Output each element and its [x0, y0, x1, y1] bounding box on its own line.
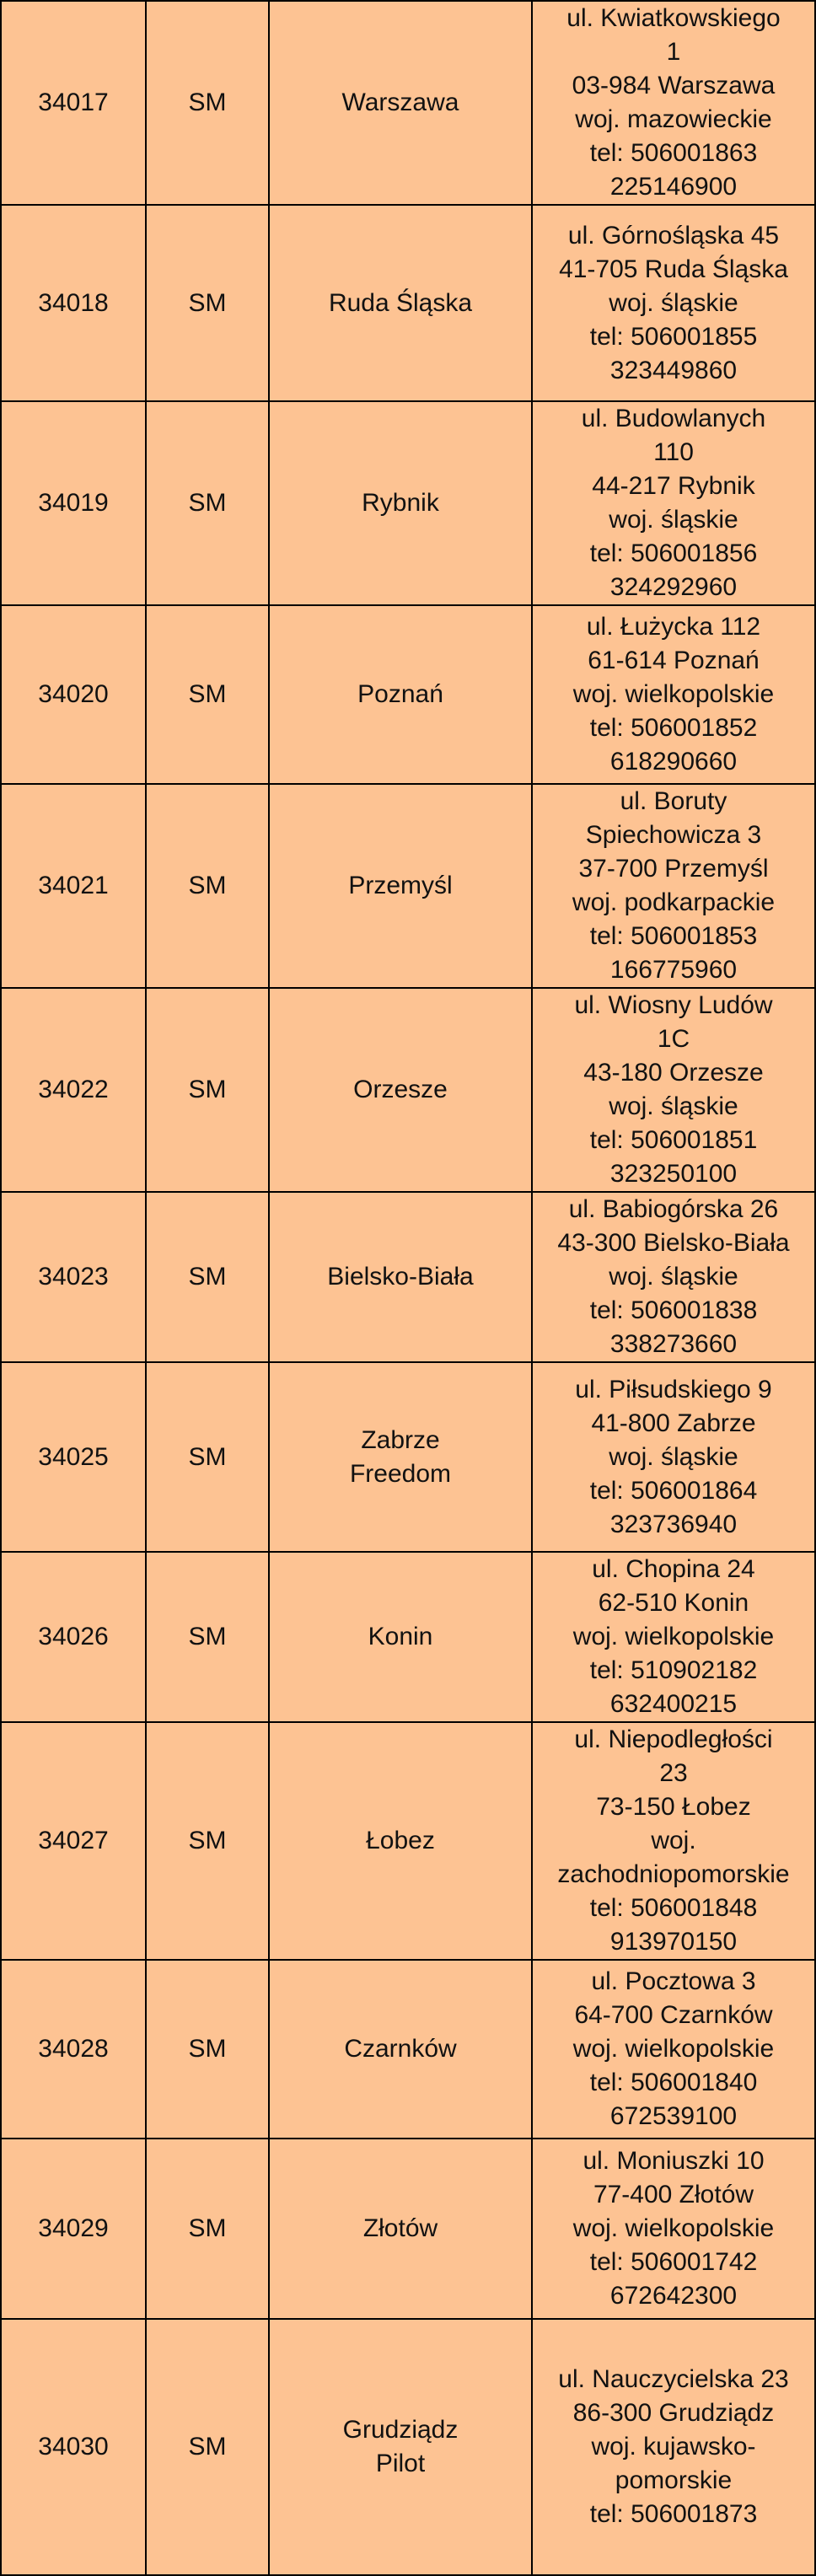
table-row [1, 1552, 815, 1722]
store-city-cell [269, 2319, 532, 2575]
store-address-cell-line: ul. Łużycka 112 [586, 613, 761, 641]
store-address-cell-line: ul. Moniuszki 10 [582, 2147, 765, 2175]
store-id-cell: 34020 [1, 605, 146, 784]
store-address-cell-line: pomorskie [615, 2466, 733, 2494]
store-address-cell [532, 1192, 815, 1362]
store-city-cell [269, 1362, 532, 1552]
store-id-cell: 34017 [1, 1, 146, 205]
store-address-cell-line: woj. kujawsko- [591, 2433, 756, 2461]
store-id-cell: 34019 [1, 401, 146, 605]
store-address-cell-line: ul. Boruty [620, 787, 727, 815]
store-city-cell: Warszawa [269, 1, 532, 205]
store-address-cell-line: 86-300 Grudziądz [572, 2399, 775, 2427]
store-address-cell-line: ul. Babiogórska 26 [568, 1195, 779, 1223]
store-address-cell-line: 672539100 [609, 2102, 738, 2130]
store-table-body [1, 1, 815, 2575]
store-address-cell-line: 1 [666, 38, 681, 66]
store-city-cell-line: Zabrze [361, 1425, 440, 1454]
store-id-cell: 34027 [1, 1722, 146, 1960]
table-row [1, 1, 815, 205]
store-address-cell-line: 913970150 [609, 1928, 738, 1956]
store-city-cell-line: Freedom [349, 1459, 452, 1488]
store-address-cell-line: 37-700 Przemyśl [578, 855, 769, 883]
store-address-cell-line: woj. śląskie [609, 1092, 738, 1120]
store-address-cell-line: 61-614 Poznań [588, 647, 760, 674]
store-type-cell: SM [146, 401, 269, 605]
store-type-cell: SM [146, 784, 269, 988]
store-address-cell [532, 1362, 815, 1552]
store-address-cell-line: woj. śląskie [609, 1263, 738, 1291]
store-id-cell: 34026 [1, 1552, 146, 1722]
store-city-cell: Orzesze [269, 988, 532, 1192]
store-address-cell-line: 323250100 [609, 1160, 738, 1188]
store-address-cell-line: ul. Pocztowa 3 [591, 1967, 756, 1995]
store-address-cell-line: 41-800 Zabrze [591, 1409, 756, 1437]
store-city-cell: Przemyśl [269, 784, 532, 988]
store-type-cell: SM [146, 605, 269, 784]
store-address-cell [532, 2139, 815, 2319]
store-address-cell-line: 338273660 [609, 1330, 738, 1358]
store-address-cell [532, 401, 815, 605]
store-id-cell: 34028 [1, 1960, 146, 2139]
store-address-cell-line: 44-217 Rybnik [592, 472, 755, 500]
store-address-cell [532, 1960, 815, 2139]
store-address-cell-line: 41-705 Ruda Śląska [559, 255, 788, 283]
store-address-cell-line: ul. Kwiatkowskiego [566, 4, 781, 32]
store-address-cell-line: 23 [659, 1759, 688, 1787]
store-address-cell-line: tel: 506001852 [589, 714, 758, 742]
store-address-cell-line: tel: 506001863 [589, 139, 758, 167]
store-address-cell-line: 632400215 [609, 1690, 738, 1718]
table-row [1, 1362, 815, 1552]
store-address-cell-line: ul. Wiosny Ludów [574, 991, 773, 1019]
table-row [1, 205, 815, 401]
store-address-cell [532, 988, 815, 1192]
store-address-cell-line: 73-150 Łobez [596, 1793, 751, 1821]
store-address-cell-line: tel: 506001742 [589, 2248, 758, 2276]
store-city-cell: Rybnik [269, 401, 532, 605]
store-type-cell: SM [146, 1722, 269, 1960]
store-city-cell-line: Pilot [375, 2450, 426, 2477]
store-address-cell-line: 110 [653, 438, 694, 466]
store-address-cell-line: tel: 506001873 [589, 2500, 758, 2528]
store-address-cell-line: tel: 506001853 [589, 922, 758, 950]
store-address-cell-line: tel: 506001855 [589, 322, 758, 351]
store-type-cell: SM [146, 1552, 269, 1722]
store-address-cell-line: tel: 506001840 [589, 2069, 758, 2096]
store-city-cell: Konin [269, 1552, 532, 1722]
store-address-cell-line: ul. Niepodległości [574, 1725, 773, 1753]
store-address-cell [532, 1552, 815, 1722]
store-address-cell-line: 77-400 Złotów [593, 2181, 754, 2208]
table-row [1, 2139, 815, 2319]
store-id-cell: 34029 [1, 2139, 146, 2319]
store-address-cell-line: 672642300 [609, 2282, 738, 2310]
store-city-cell: Łobez [269, 1722, 532, 1960]
store-address-cell-line: Spiechowicza 3 [585, 821, 762, 849]
store-address-cell-line: 03-984 Warszawa [572, 72, 776, 99]
store-city-cell: Złotów [269, 2139, 532, 2319]
store-id-cell: 34025 [1, 1362, 146, 1552]
store-address-cell-line: 166775960 [609, 956, 738, 984]
store-address-cell-line: tel: 506001856 [589, 539, 758, 567]
table-row [1, 784, 815, 988]
store-city-cell: Ruda Śląska [269, 205, 532, 401]
store-type-cell: SM [146, 2139, 269, 2319]
store-address-cell-line: woj. [651, 1827, 696, 1854]
store-city-cell: Bielsko-Biała [269, 1192, 532, 1362]
store-address-cell-line: 43-300 Bielsko-Biała [557, 1229, 790, 1257]
store-address-cell-line: woj. podkarpackie [572, 888, 776, 916]
store-address-cell-line: ul. Budowlanych [581, 405, 766, 432]
store-city-cell: Poznań [269, 605, 532, 784]
store-address-cell-line: woj. wielkopolskie [572, 2214, 775, 2242]
store-address-cell-line: woj. mazowieckie [575, 105, 772, 133]
store-address-cell-line: 43-180 Orzesze [583, 1059, 764, 1087]
store-address-cell-line: tel: 506001838 [589, 1296, 758, 1324]
store-address-cell [532, 1, 815, 205]
store-address-cell-line: woj. śląskie [609, 288, 738, 317]
store-address-cell-line: woj. śląskie [609, 1442, 738, 1471]
store-address-cell [532, 205, 815, 401]
store-address-cell-line: tel: 510902182 [589, 1656, 758, 1684]
store-id-cell: 34018 [1, 205, 146, 401]
store-address-cell-line: 225146900 [609, 173, 738, 201]
store-type-cell: SM [146, 1, 269, 205]
store-address-cell-line: woj. wielkopolskie [572, 1623, 775, 1650]
store-address-cell-line: tel: 506001848 [589, 1894, 758, 1922]
store-address-cell-line: ul. Chopina 24 [592, 1555, 755, 1583]
table-row [1, 1960, 815, 2139]
table-row [1, 2319, 815, 2575]
store-address-cell-line: 64-700 Czarnków [574, 2001, 773, 2029]
store-city-cell: Czarnków [269, 1960, 532, 2139]
store-type-cell: SM [146, 205, 269, 401]
store-address-cell-line: ul. Górnośląska 45 [567, 221, 780, 250]
table-row [1, 1192, 815, 1362]
store-address-cell-line: woj. wielkopolskie [572, 680, 775, 708]
store-type-cell: SM [146, 1192, 269, 1362]
store-address-cell [532, 784, 815, 988]
store-address-cell-line: tel: 506001851 [589, 1126, 758, 1154]
store-type-cell: SM [146, 988, 269, 1192]
table-row [1, 401, 815, 605]
store-id-cell: 34021 [1, 784, 146, 988]
store-id-cell: 34023 [1, 1192, 146, 1362]
store-address-cell-line: 618290660 [609, 748, 738, 775]
store-address-cell-line: tel: 506001864 [589, 1476, 758, 1505]
store-address-cell-line: 323449860 [609, 356, 738, 384]
store-address-cell-line: 324292960 [609, 573, 738, 601]
table-row [1, 605, 815, 784]
store-address-cell-line: ul. Nauczycielska 23 [558, 2365, 789, 2393]
table-row [1, 988, 815, 1192]
store-type-cell: SM [146, 1362, 269, 1552]
store-address-cell [532, 1722, 815, 1960]
store-id-cell: 34030 [1, 2319, 146, 2575]
table-row [1, 1722, 815, 1960]
store-address-cell [532, 605, 815, 784]
store-city-cell-line: Grudziądz [342, 2416, 459, 2444]
store-address-cell-line: 323736940 [609, 1510, 738, 1538]
store-type-cell: SM [146, 1960, 269, 2139]
store-address-cell-line: 62-510 Konin [598, 1589, 749, 1617]
store-address-cell-line: ul. Piłsudskiego 9 [575, 1375, 772, 1403]
store-id-cell: 34022 [1, 988, 146, 1192]
store-address-cell-line: woj. wielkopolskie [572, 2035, 775, 2063]
store-address-cell-line: woj. śląskie [609, 506, 738, 534]
store-address-cell-line: 1C [657, 1025, 690, 1053]
store-address-cell-line: zachodniopomorskie [557, 1860, 790, 1888]
store-type-cell: SM [146, 2319, 269, 2575]
store-address-cell [532, 2319, 815, 2575]
